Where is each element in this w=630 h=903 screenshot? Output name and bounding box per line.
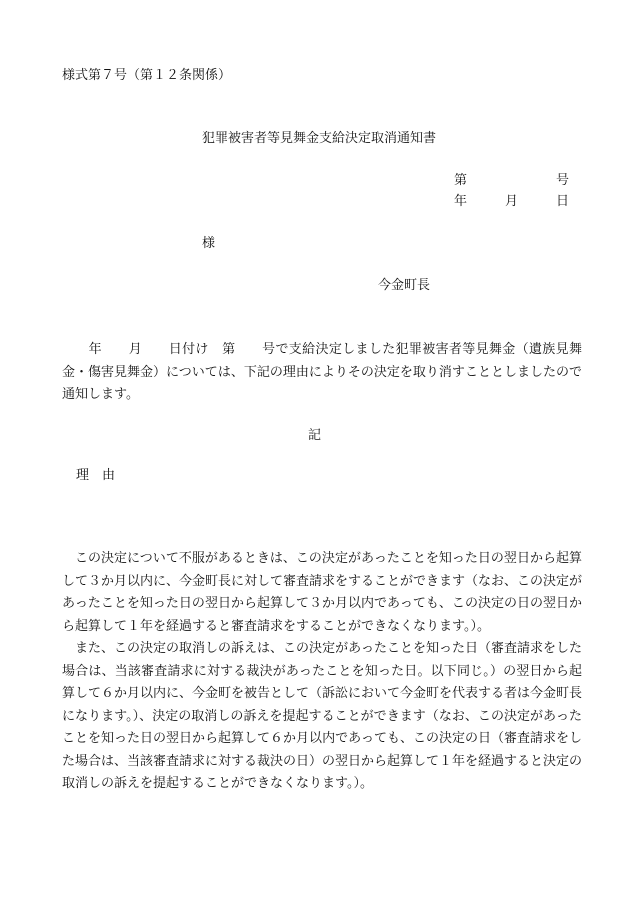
- date-month: 月: [505, 194, 519, 209]
- date-year: 年: [454, 194, 468, 209]
- body-paragraph: 年 月 日付け 第 号で支給決定しました犯罪被害者等見舞金（遺族見舞金・傷害見舞金）については、下記の理由によりその決定を取り消すこととしましたので通知します。: [62, 342, 582, 402]
- reason-label: 理 由: [76, 468, 116, 483]
- recipient-honorific: 様: [202, 236, 216, 251]
- ki-label: 記: [308, 428, 322, 443]
- issuer: 今金町長: [378, 278, 431, 293]
- appeal-paragraph-1: この決定について不服があるときは、この決定があったことを知った日の翌日から起算して３か月以内に、今金町長に対して審査請求をすることができます（なお、この決定があったことを知った日の翌日から起算して３か月以内であっても、この決定の日の翌日から起算して１年を経過すると審査請求をすることができなくなります。）。: [62, 551, 583, 634]
- form-label: 様式第７号（第１２条関係）: [62, 68, 232, 83]
- appeal-paragraph-2: また、この決定の取消しの訴えは、この決定があったことを知った日（審査請求をした場合は、当該審査請求に対する裁決があったことを知った日。以下同じ。）の翌日から起算して６か月以内に、今金町を被告として（訴訟において今金町を代表する者は今金町長になります。）、決定の取消しの訴えを提起することができます（なお、この決定があったことを知った日の翌日から起算して６か月以内であっても、この決定の日（審査請求をした場合は、当該審査請求に対する裁決の日）の翌日から起算して１年を経過すると決定の取消しの訴えを提起することができなくなります。）。: [62, 641, 583, 791]
- document-number-prefix: 第: [454, 173, 468, 188]
- date-day: 日: [556, 194, 570, 209]
- document-number-suffix: 号: [556, 173, 570, 188]
- document-title: 犯罪被害者等見舞金支給決定取消通知書: [202, 131, 437, 146]
